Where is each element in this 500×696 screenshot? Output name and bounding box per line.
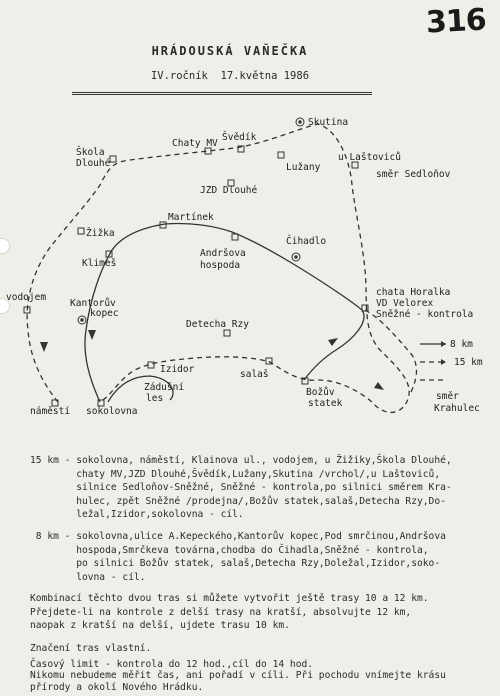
legend-15km: 15 km	[454, 357, 483, 368]
label-skutina: Skutina	[308, 117, 349, 128]
marking-note	[30, 642, 482, 656]
text-line: po silnici Božův statek, salaš,Detecha Rzy,Doležal,Izidor,soko-	[30, 558, 441, 570]
label-skola-dlouhe: Dlouhé	[76, 158, 111, 169]
label-chaty-mv: Chaty MV	[172, 138, 218, 149]
label-andrsova: Andršova	[200, 248, 246, 259]
text-line: Kombinací těchto dvou tras si můžete vytvořit ještě trasy 10 a 12 km.	[30, 593, 429, 604]
text-line: naopak z kratší na delší, ujdete trasu 10 km.	[30, 620, 290, 632]
legend-8km: 8 km	[450, 339, 473, 350]
label-zadusni: Zádušní	[144, 382, 185, 393]
combination-note	[30, 592, 482, 633]
route-15km-description	[30, 454, 482, 522]
label-kopec: kopec	[90, 308, 119, 319]
text-line: 8 km - sokolovna,ulice A.Kepeckého,Kantorův kopec,Pod smrčinou,Andršova	[30, 531, 446, 542]
label-statek: statek	[308, 398, 343, 409]
label-chata-horalka: chata Horalka	[376, 287, 451, 298]
route-spur-krahulec	[365, 310, 416, 394]
map-labels	[6, 117, 480, 417]
label-luzany: Lužany	[286, 162, 321, 173]
text-line: hospoda,Smrčkeva továrna,chodba do Čihadla,Sněžné - kontrola,	[30, 544, 429, 556]
text-line: 15 km - sokolovna, náměstí, Klainova ul., vodojem, u Žižiky,Škola Dlouhé,	[30, 455, 452, 466]
text-line: Časový limit - kontrola do 12 hod.,cíl do 14 hod.	[30, 659, 314, 670]
label-les: les	[146, 393, 164, 404]
text-line: přírody a okolí Nového Hrádku.	[30, 682, 204, 693]
label-cihadlo: Čihadlo	[286, 236, 327, 247]
label-hospoda: hospoda	[200, 260, 241, 271]
label-jzd-dlouhe: JZD Dlouhé	[200, 185, 258, 196]
label-izidor: Izidor	[160, 364, 195, 375]
text-line: Přejdete-li na kontrole z delší trasy na kratší, absolvujte 12 km,	[30, 606, 412, 618]
label-martinek: Martínek	[168, 212, 214, 223]
event-date: 17.května 1986	[220, 70, 310, 82]
label-snezne-kontrola: Sněžné - kontrola	[376, 309, 474, 320]
map-legend	[420, 339, 483, 380]
edition: IV.ročník	[150, 70, 208, 82]
label-bozuv: Božův	[306, 387, 335, 398]
page-number: 316	[425, 2, 487, 41]
label-svedik: Švědík	[222, 132, 257, 143]
label-salas: salaš	[240, 369, 269, 380]
text-line: Značení tras vlastní.	[30, 643, 152, 654]
text-line: hulec, zpět Sněžné /prodejna/,Božův statek,salaš,Detecha Rzy,Do-	[30, 495, 446, 507]
route-8km-description	[30, 530, 482, 584]
text-line: Nikomu nebudeme měřit čas, ani pořadí v cíli. Při pochodu vnímejte krásu	[30, 670, 446, 681]
label-kantoruv: Kantorův	[70, 298, 116, 309]
label-smer-sedlonov: směr Sedloňov	[376, 169, 451, 180]
label-smer: směr	[436, 391, 459, 402]
closing-note	[30, 670, 482, 694]
label-klimes: Klimeš	[82, 258, 117, 269]
label-zizka: Žižka	[86, 228, 115, 239]
label-u-lastovicu: u Laštoviců	[338, 152, 401, 163]
text-line: lovna - cíl.	[30, 571, 146, 583]
text-line: ležal,Izidor,sokolovna - cíl.	[30, 509, 244, 521]
label-skola: Škola	[76, 147, 105, 158]
text-line: silnice Sedloňov-Sněžné, Sněžné - kontrola,po silnici směrem Kra-	[30, 482, 452, 494]
label-namesti: náměstí	[30, 406, 71, 417]
label-vd-velorex: VD Velorex	[376, 298, 434, 309]
text-line: chaty MV,JZD Dlouhé,Švědík,Lužany,Skutina /vrchol/,u Laštoviců,	[30, 468, 441, 480]
label-detecha-rzy: Detecha Rzy	[186, 319, 249, 330]
label-vodojem: vodojem	[6, 292, 47, 303]
event-title: HRÁDOUSKÁ VAŇEČKA	[151, 44, 309, 58]
label-krahulec: Krahulec	[434, 403, 480, 414]
label-sokolovna: sokolovna	[86, 406, 138, 417]
